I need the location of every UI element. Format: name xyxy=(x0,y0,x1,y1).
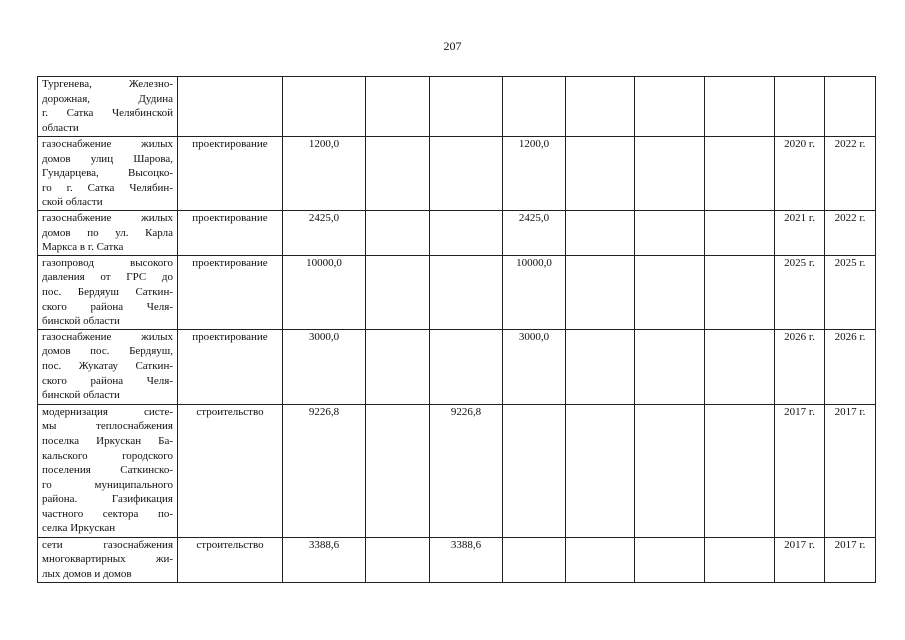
description-line: области xyxy=(42,121,79,134)
description-line: бинской области xyxy=(42,315,120,328)
object-description-cell xyxy=(38,255,178,329)
start-year-cell: 2025 г. xyxy=(775,255,825,329)
funding-col-6-cell xyxy=(635,329,705,404)
total-cost-cell: 1200,0 xyxy=(283,137,366,211)
funding-col-6-cell xyxy=(635,537,705,582)
funding-col-5-cell xyxy=(566,77,635,137)
funding-col-3-cell: 3388,6 xyxy=(430,537,503,582)
funding-col-3-cell xyxy=(430,255,503,329)
work-type-cell: проектирование xyxy=(178,255,283,329)
funding-col-4-cell: 2425,0 xyxy=(503,210,566,255)
work-type-cell: проектирование xyxy=(178,137,283,211)
funding-col-6-cell xyxy=(635,210,705,255)
page-number: 207 xyxy=(443,39,462,53)
description-line: ского района Челя- xyxy=(42,374,173,387)
funding-col-4-cell xyxy=(503,77,566,137)
description-line: поселка Иркускан Ба- xyxy=(42,434,173,447)
table-row xyxy=(38,77,876,137)
description-line: домов пос. Бердяуш, xyxy=(42,345,173,358)
funding-col-7-cell xyxy=(705,255,775,329)
funding-col-4-cell: 10000,0 xyxy=(503,255,566,329)
description-line: домов по ул. Карла xyxy=(42,226,173,239)
start-year-cell: 2017 г. xyxy=(775,537,825,582)
object-description-cell xyxy=(38,210,178,255)
funding-col-2-cell xyxy=(366,404,430,537)
description-line: кальского городского xyxy=(42,449,173,462)
funding-col-5-cell xyxy=(566,137,635,211)
start-year-cell: 2021 г. xyxy=(775,210,825,255)
description-line: дорожная, Дудина xyxy=(42,92,173,105)
description-line: го муниципального xyxy=(42,478,173,491)
start-year-cell xyxy=(775,77,825,137)
description-line: газоснабжение жилых xyxy=(42,211,173,224)
funding-col-6-cell xyxy=(635,77,705,137)
description-line: поселения Саткинско- xyxy=(42,464,173,477)
description-line: района. Газификация xyxy=(42,493,173,506)
funding-col-7-cell xyxy=(705,329,775,404)
description-line: частного сектора по- xyxy=(42,507,173,520)
description-line: модернизация систе- xyxy=(42,405,173,418)
funding-col-5-cell xyxy=(566,537,635,582)
funding-col-6-cell xyxy=(635,255,705,329)
description-line: Маркса в г. Сатка xyxy=(42,241,124,254)
investment-table xyxy=(37,76,876,583)
funding-col-3-cell xyxy=(430,329,503,404)
description-line: Тургенева, Железно- xyxy=(42,78,173,90)
table-row xyxy=(38,210,876,255)
description-line: ской области xyxy=(42,196,103,209)
total-cost-cell: 3000,0 xyxy=(283,329,366,404)
description-line: г. Сатка Челябинской xyxy=(42,107,173,120)
funding-col-6-cell xyxy=(635,137,705,211)
funding-col-7-cell xyxy=(705,77,775,137)
funding-col-4-cell xyxy=(503,404,566,537)
object-description-cell xyxy=(38,329,178,404)
table-row xyxy=(38,404,876,537)
object-description-cell xyxy=(38,537,178,582)
funding-col-2-cell xyxy=(366,77,430,137)
description-line: сети газоснабжения xyxy=(42,538,173,551)
funding-col-5-cell xyxy=(566,210,635,255)
end-year-cell: 2025 г. xyxy=(825,255,876,329)
funding-col-2-cell xyxy=(366,137,430,211)
funding-col-3-cell xyxy=(430,137,503,211)
description-line: селка Иркускан xyxy=(42,522,116,535)
object-description-cell xyxy=(38,404,178,537)
end-year-cell: 2026 г. xyxy=(825,329,876,404)
description-line: бинской области xyxy=(42,389,120,402)
end-year-cell: 2022 г. xyxy=(825,137,876,211)
funding-col-4-cell: 3000,0 xyxy=(503,329,566,404)
description-line: Гундарцева, Высоцко- xyxy=(42,167,173,180)
funding-col-7-cell xyxy=(705,210,775,255)
description-line: домов улиц Шарова, xyxy=(42,152,173,165)
total-cost-cell: 3388,6 xyxy=(283,537,366,582)
table-row xyxy=(38,537,876,582)
table-row xyxy=(38,329,876,404)
table-row xyxy=(38,137,876,211)
work-type-cell: строительство xyxy=(178,537,283,582)
end-year-cell: 2017 г. xyxy=(825,537,876,582)
start-year-cell: 2026 г. xyxy=(775,329,825,404)
funding-col-2-cell xyxy=(366,329,430,404)
funding-col-5-cell xyxy=(566,255,635,329)
end-year-cell xyxy=(825,77,876,137)
funding-col-7-cell xyxy=(705,537,775,582)
object-description-cell xyxy=(38,137,178,211)
object-description-cell xyxy=(38,77,178,137)
description-line: газоснабжение жилых xyxy=(42,330,173,343)
total-cost-cell: 10000,0 xyxy=(283,255,366,329)
funding-col-6-cell xyxy=(635,404,705,537)
description-line: газоснабжение жилых xyxy=(42,138,173,150)
funding-col-3-cell: 9226,8 xyxy=(430,404,503,537)
funding-col-7-cell xyxy=(705,404,775,537)
table-row xyxy=(38,255,876,329)
funding-col-3-cell xyxy=(430,210,503,255)
funding-col-2-cell xyxy=(366,537,430,582)
work-type-cell: проектирование xyxy=(178,329,283,404)
work-type-cell xyxy=(178,77,283,137)
funding-col-2-cell xyxy=(366,255,430,329)
total-cost-cell: 2425,0 xyxy=(283,210,366,255)
end-year-cell: 2022 г. xyxy=(825,210,876,255)
start-year-cell: 2020 г. xyxy=(775,137,825,211)
total-cost-cell: 9226,8 xyxy=(283,404,366,537)
funding-col-4-cell xyxy=(503,537,566,582)
end-year-cell: 2017 г. xyxy=(825,404,876,537)
description-line: го г. Сатка Челябин- xyxy=(42,181,173,194)
description-line: лых домов и домов xyxy=(42,567,132,580)
description-line: многоквартирных жи- xyxy=(42,553,173,566)
total-cost-cell xyxy=(283,77,366,137)
description-line: газопровод высокого xyxy=(42,256,173,269)
description-line: пос. Жукатау Саткин- xyxy=(42,359,173,372)
funding-col-7-cell xyxy=(705,137,775,211)
funding-col-2-cell xyxy=(366,210,430,255)
funding-col-5-cell xyxy=(566,404,635,537)
funding-col-4-cell: 1200,0 xyxy=(503,137,566,211)
description-line: давления от ГРС до xyxy=(42,271,173,284)
work-type-cell: проектирование xyxy=(178,210,283,255)
description-line: пос. Бердяуш Саткин- xyxy=(42,285,173,298)
work-type-cell: строительство xyxy=(178,404,283,537)
start-year-cell: 2017 г. xyxy=(775,404,825,537)
description-line: мы теплоснабжения xyxy=(42,420,173,433)
funding-col-3-cell xyxy=(430,77,503,137)
funding-col-5-cell xyxy=(566,329,635,404)
description-line: ского района Челя- xyxy=(42,300,173,313)
